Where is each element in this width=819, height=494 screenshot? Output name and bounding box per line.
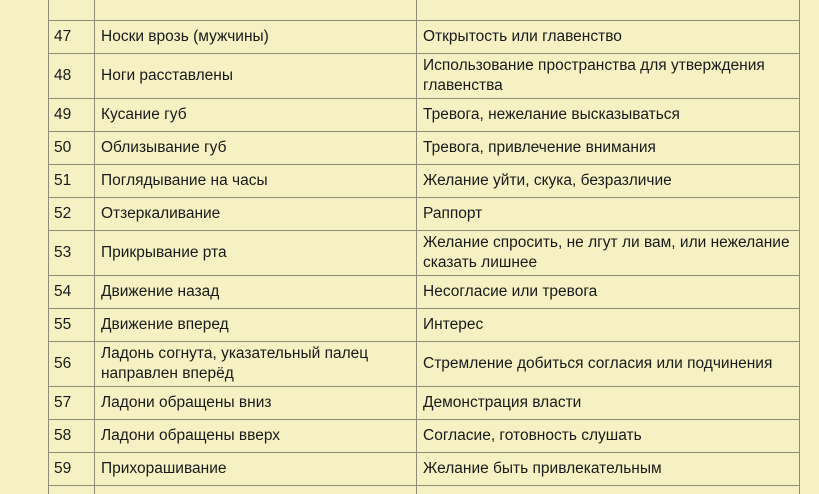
table-row <box>49 342 800 387</box>
gesture-cell: Отзеркаливание <box>95 198 417 231</box>
row-number <box>49 0 95 21</box>
gesture-cell: Ладони обращены вниз <box>95 387 417 420</box>
gesture-cell: Облизывание губ <box>95 132 417 165</box>
row-number: 54 <box>49 276 95 309</box>
table-row <box>49 132 800 165</box>
meaning-cell: Раппорт <box>417 198 800 231</box>
row-number: 55 <box>49 309 95 342</box>
table-row <box>49 420 800 453</box>
table-row <box>49 54 800 99</box>
table-row <box>49 486 800 494</box>
meaning-cell: Тревога, привлечение внимания <box>417 132 800 165</box>
row-number: 48 <box>49 54 95 99</box>
meaning-cell: Желание спросить, не лгут ли вам, или нежелание сказать лишнее <box>417 231 800 276</box>
table-row <box>49 99 800 132</box>
meaning-cell: Тревога, нежелание высказываться <box>417 99 800 132</box>
row-number: 56 <box>49 342 95 387</box>
gesture-cell: Ладонь согнута, указательный палец направлен вперёд <box>95 342 417 387</box>
gesture-cell: Ноги расставлены <box>95 54 417 99</box>
row-number: 52 <box>49 198 95 231</box>
table-row <box>49 198 800 231</box>
row-number: 59 <box>49 453 95 486</box>
table-row <box>49 276 800 309</box>
row-number: 58 <box>49 420 95 453</box>
meaning-cell: Желание уйти, скука, безразличие <box>417 165 800 198</box>
meaning-cell: Стремление добиться согласия или подчинения <box>417 342 800 387</box>
table-row <box>49 453 800 486</box>
table-row <box>49 309 800 342</box>
gesture-cell: Ладони обращены вверх <box>95 420 417 453</box>
gesture-cell: Прикрывание рта <box>95 231 417 276</box>
meaning-cell <box>417 0 800 21</box>
table-row <box>49 387 800 420</box>
gesture-cell: Движение назад <box>95 276 417 309</box>
table-row <box>49 165 800 198</box>
gesture-cell: Поглядывание на часы <box>95 165 417 198</box>
meaning-cell: Интерес <box>417 309 800 342</box>
meaning-cell: Демонстрация власти <box>417 387 800 420</box>
meaning-cell <box>417 486 800 494</box>
gesture-cell <box>95 486 417 494</box>
table-row <box>49 231 800 276</box>
gesture-cell: Движение вперед <box>95 309 417 342</box>
row-number: 53 <box>49 231 95 276</box>
row-number: 47 <box>49 21 95 54</box>
meaning-cell: Открытость или главенство <box>417 21 800 54</box>
meaning-cell: Желание быть привлекательным <box>417 453 800 486</box>
row-number <box>49 486 95 494</box>
gesture-cell: Кусание губ <box>95 99 417 132</box>
row-number: 57 <box>49 387 95 420</box>
meaning-cell: Несогласие или тревога <box>417 276 800 309</box>
table-row <box>49 0 800 21</box>
gesture-cell: Прихорашивание <box>95 453 417 486</box>
gestures-table <box>48 0 800 494</box>
gesture-cell <box>95 0 417 21</box>
row-number: 51 <box>49 165 95 198</box>
row-number: 50 <box>49 132 95 165</box>
meaning-cell: Использование пространства для утверждения главенства <box>417 54 800 99</box>
meaning-cell: Согласие, готовность слушать <box>417 420 800 453</box>
row-number: 49 <box>49 99 95 132</box>
gesture-cell: Носки врозь (мужчины) <box>95 21 417 54</box>
table-row <box>49 21 800 54</box>
